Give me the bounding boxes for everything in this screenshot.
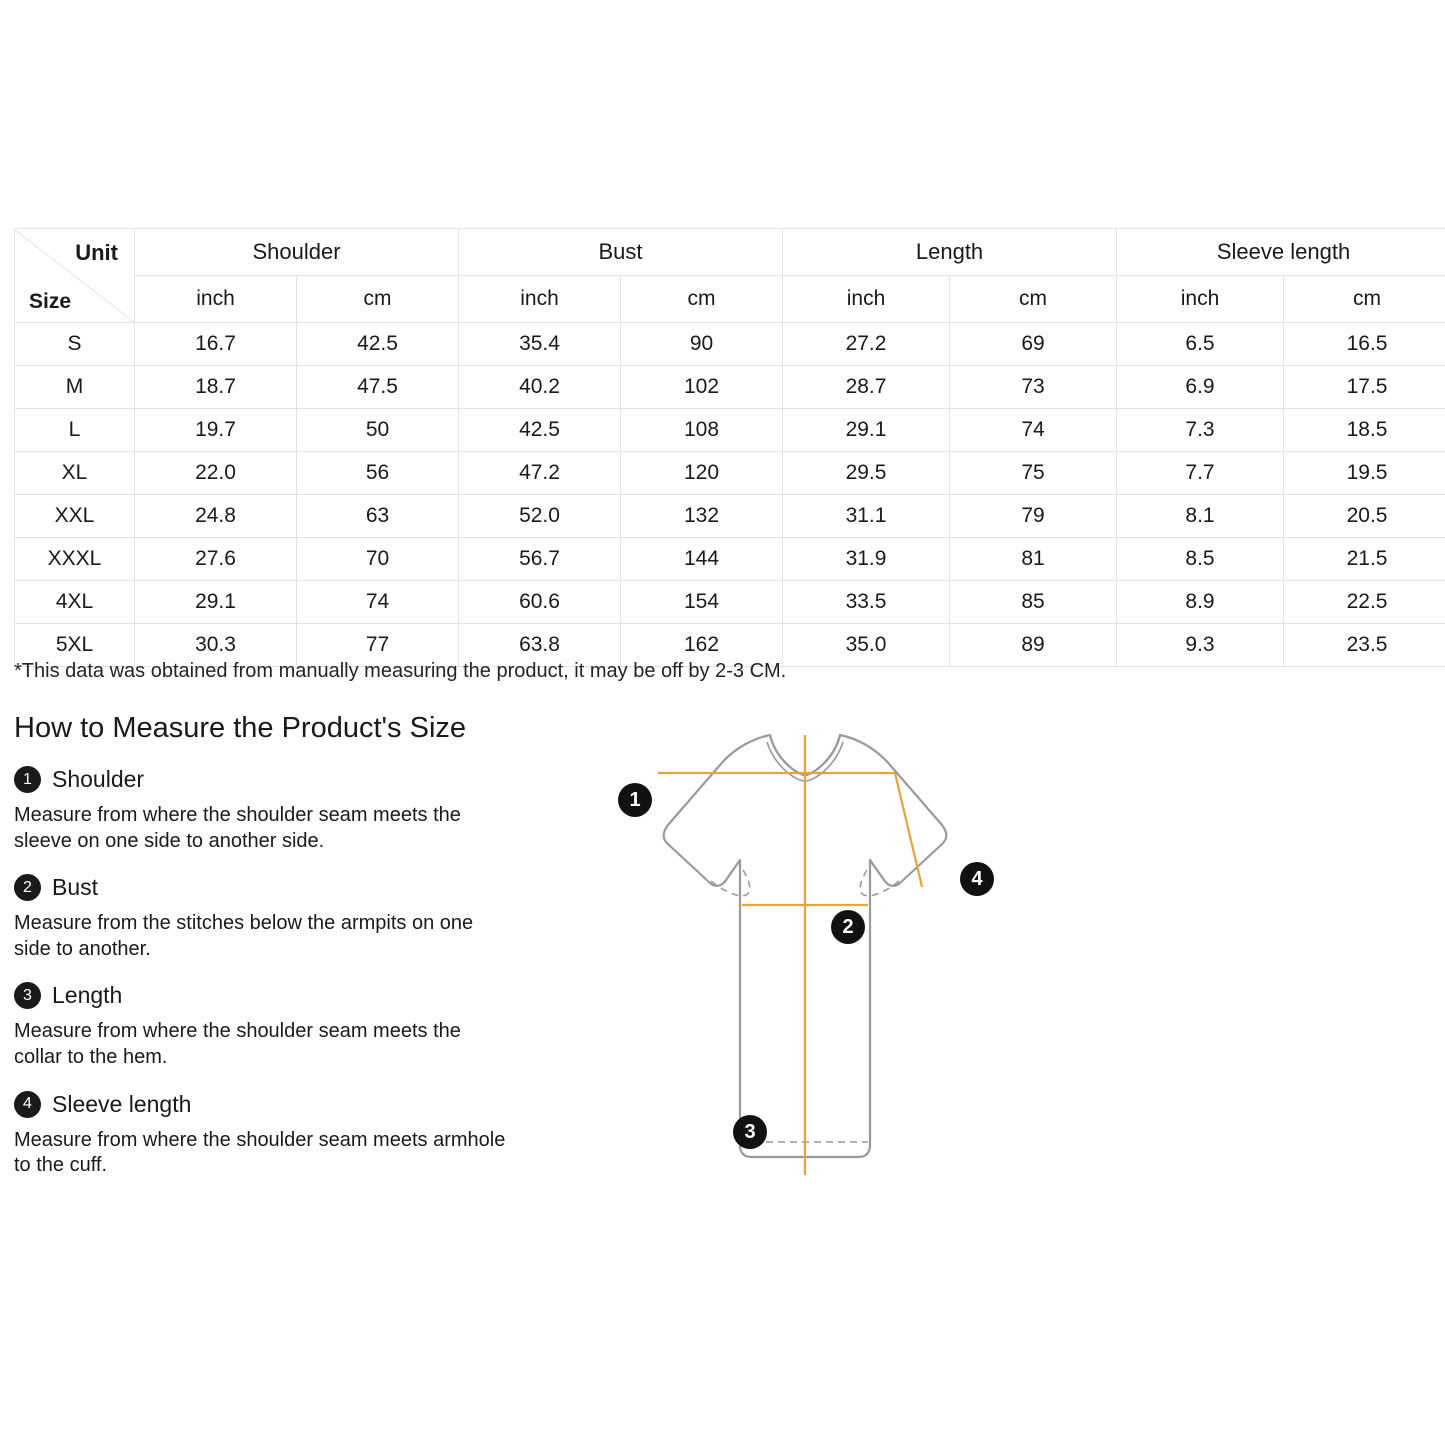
cell-length-cm: 79 [950, 495, 1117, 538]
cell-sleeve-inch: 7.3 [1117, 409, 1284, 452]
size-label: Size [29, 289, 72, 313]
cell-bust-inch: 52.0 [459, 495, 621, 538]
cell-length-cm: 74 [950, 409, 1117, 452]
cell-bust-cm: 108 [621, 409, 783, 452]
step-title: Sleeve length [52, 1090, 192, 1117]
diagram-marker-2: 2 [831, 910, 865, 944]
cell-bust-inch: 42.5 [459, 409, 621, 452]
subheader-length-cm: cm [950, 276, 1117, 323]
cell-length-cm: 73 [950, 366, 1117, 409]
row-size: 4XL [15, 581, 135, 624]
row-size: XL [15, 452, 135, 495]
cell-length-inch: 28.7 [783, 366, 950, 409]
cell-sleeve-cm: 21.5 [1284, 538, 1445, 581]
cell-length-inch: 29.5 [783, 452, 950, 495]
step-description: Measure from the stitches below the armpits on one side to another. [14, 912, 474, 960]
cell-length-cm: 75 [950, 452, 1117, 495]
step-length [14, 982, 534, 1070]
subheader-sleeve-cm: cm [1284, 276, 1445, 323]
cell-bust-inch: 35.4 [459, 323, 621, 366]
cell-sleeve-inch: 9.3 [1117, 624, 1284, 667]
step-description: Measure from where the shoulder seam meets armhole to the cuff. [14, 1128, 506, 1177]
subheader-shoulder-inch: inch [135, 276, 297, 323]
cell-shoulder-cm: 42.5 [297, 323, 459, 366]
table-row [15, 581, 1445, 624]
group-header-shoulder: Shoulder [135, 229, 459, 276]
cell-shoulder-cm: 47.5 [297, 366, 459, 409]
row-size: L [15, 409, 135, 452]
row-size: M [15, 366, 135, 409]
table-row [15, 366, 1445, 409]
cell-shoulder-cm: 63 [297, 495, 459, 538]
step-number-badge: 1 [14, 766, 41, 793]
cell-bust-inch: 63.8 [459, 624, 621, 667]
cell-sleeve-inch: 6.9 [1117, 366, 1284, 409]
cell-sleeve-inch: 8.9 [1117, 581, 1284, 624]
table-row [15, 495, 1445, 538]
cell-length-cm: 89 [950, 624, 1117, 667]
step-title: Bust [52, 874, 99, 901]
cell-shoulder-cm: 70 [297, 538, 459, 581]
diagram-marker-4: 4 [960, 862, 994, 896]
unit-label: Unit [75, 239, 118, 265]
cell-bust-cm: 132 [621, 495, 783, 538]
cell-sleeve-cm: 19.5 [1284, 452, 1445, 495]
table-row [15, 409, 1445, 452]
cell-shoulder-cm: 56 [297, 452, 459, 495]
cell-bust-inch: 47.2 [459, 452, 621, 495]
step-description: Measure from where the shoulder seam meets the collar to the hem. [14, 1020, 461, 1068]
cell-length-cm: 85 [950, 581, 1117, 624]
subheader-length-inch: inch [783, 276, 950, 323]
subheader-shoulder-cm: cm [297, 276, 459, 323]
cell-sleeve-cm: 16.5 [1284, 323, 1445, 366]
cell-shoulder-inch: 29.1 [135, 581, 297, 624]
cell-length-inch: 33.5 [783, 581, 950, 624]
cell-length-cm: 69 [950, 323, 1117, 366]
cell-sleeve-cm: 18.5 [1284, 409, 1445, 452]
cell-sleeve-cm: 20.5 [1284, 495, 1445, 538]
tshirt-illustration-icon [570, 705, 1040, 1215]
cell-shoulder-inch: 16.7 [135, 323, 297, 366]
cell-length-inch: 31.1 [783, 495, 950, 538]
measurement-disclaimer: *This data was obtained from manually measuring the product, it may be off by 2-3 CM. [14, 660, 787, 682]
cell-shoulder-cm: 50 [297, 409, 459, 452]
cell-sleeve-cm: 22.5 [1284, 581, 1445, 624]
cell-bust-cm: 90 [621, 323, 783, 366]
cell-shoulder-inch: 24.8 [135, 495, 297, 538]
size-table [14, 228, 1445, 667]
step-sleeve-length [14, 1091, 534, 1179]
cell-shoulder-inch: 18.7 [135, 366, 297, 409]
cell-length-inch: 35.0 [783, 624, 950, 667]
cell-sleeve-cm: 17.5 [1284, 366, 1445, 409]
size-table-container [14, 228, 1431, 667]
row-size: S [15, 323, 135, 366]
cell-bust-inch: 40.2 [459, 366, 621, 409]
cell-sleeve-inch: 8.1 [1117, 495, 1284, 538]
cell-bust-cm: 144 [621, 538, 783, 581]
cell-bust-cm: 162 [621, 624, 783, 667]
cell-sleeve-cm: 23.5 [1284, 624, 1445, 667]
cell-bust-cm: 154 [621, 581, 783, 624]
row-size: 5XL [15, 624, 135, 667]
step-number-badge: 3 [14, 982, 41, 1009]
cell-length-cm: 81 [950, 538, 1117, 581]
cell-shoulder-inch: 30.3 [135, 624, 297, 667]
step-title: Length [52, 982, 123, 1009]
table-corner-cell [15, 229, 135, 323]
table-row [15, 452, 1445, 495]
cell-length-inch: 29.1 [783, 409, 950, 452]
table-group-header-row [15, 229, 1445, 276]
cell-length-inch: 31.9 [783, 538, 950, 581]
step-number-badge: 2 [14, 874, 41, 901]
cell-shoulder-cm: 74 [297, 581, 459, 624]
row-size: XXL [15, 495, 135, 538]
cell-shoulder-inch: 19.7 [135, 409, 297, 452]
cell-sleeve-inch: 7.7 [1117, 452, 1284, 495]
how-to-measure-steps [14, 766, 534, 1199]
group-header-length: Length [783, 229, 1117, 276]
tshirt-diagram [570, 705, 1040, 1215]
step-shoulder [14, 766, 534, 854]
cell-shoulder-cm: 77 [297, 624, 459, 667]
step-title: Shoulder [52, 766, 145, 792]
subheader-bust-cm: cm [621, 276, 783, 323]
group-header-bust: Bust [459, 229, 783, 276]
diagram-marker-1: 1 [618, 783, 652, 817]
cell-bust-inch: 56.7 [459, 538, 621, 581]
cell-length-inch: 27.2 [783, 323, 950, 366]
cell-bust-cm: 120 [621, 452, 783, 495]
table-row [15, 323, 1445, 366]
step-description: Measure from where the shoulder seam meets the sleeve on one side to another side. [14, 804, 461, 852]
table-subheader-row [15, 276, 1445, 323]
group-header-sleeve-length: Sleeve length [1117, 229, 1445, 276]
step-number-badge: 4 [14, 1091, 41, 1118]
table-row [15, 538, 1445, 581]
cell-shoulder-inch: 22.0 [135, 452, 297, 495]
step-bust [14, 874, 534, 962]
subheader-sleeve-inch: inch [1117, 276, 1284, 323]
row-size: XXXL [15, 538, 135, 581]
diagram-marker-3: 3 [733, 1115, 767, 1149]
cell-sleeve-inch: 8.5 [1117, 538, 1284, 581]
cell-sleeve-inch: 6.5 [1117, 323, 1284, 366]
how-to-measure-title: How to Measure the Product's Size [14, 712, 467, 744]
subheader-bust-inch: inch [459, 276, 621, 323]
cell-bust-cm: 102 [621, 366, 783, 409]
cell-bust-inch: 60.6 [459, 581, 621, 624]
cell-shoulder-inch: 27.6 [135, 538, 297, 581]
